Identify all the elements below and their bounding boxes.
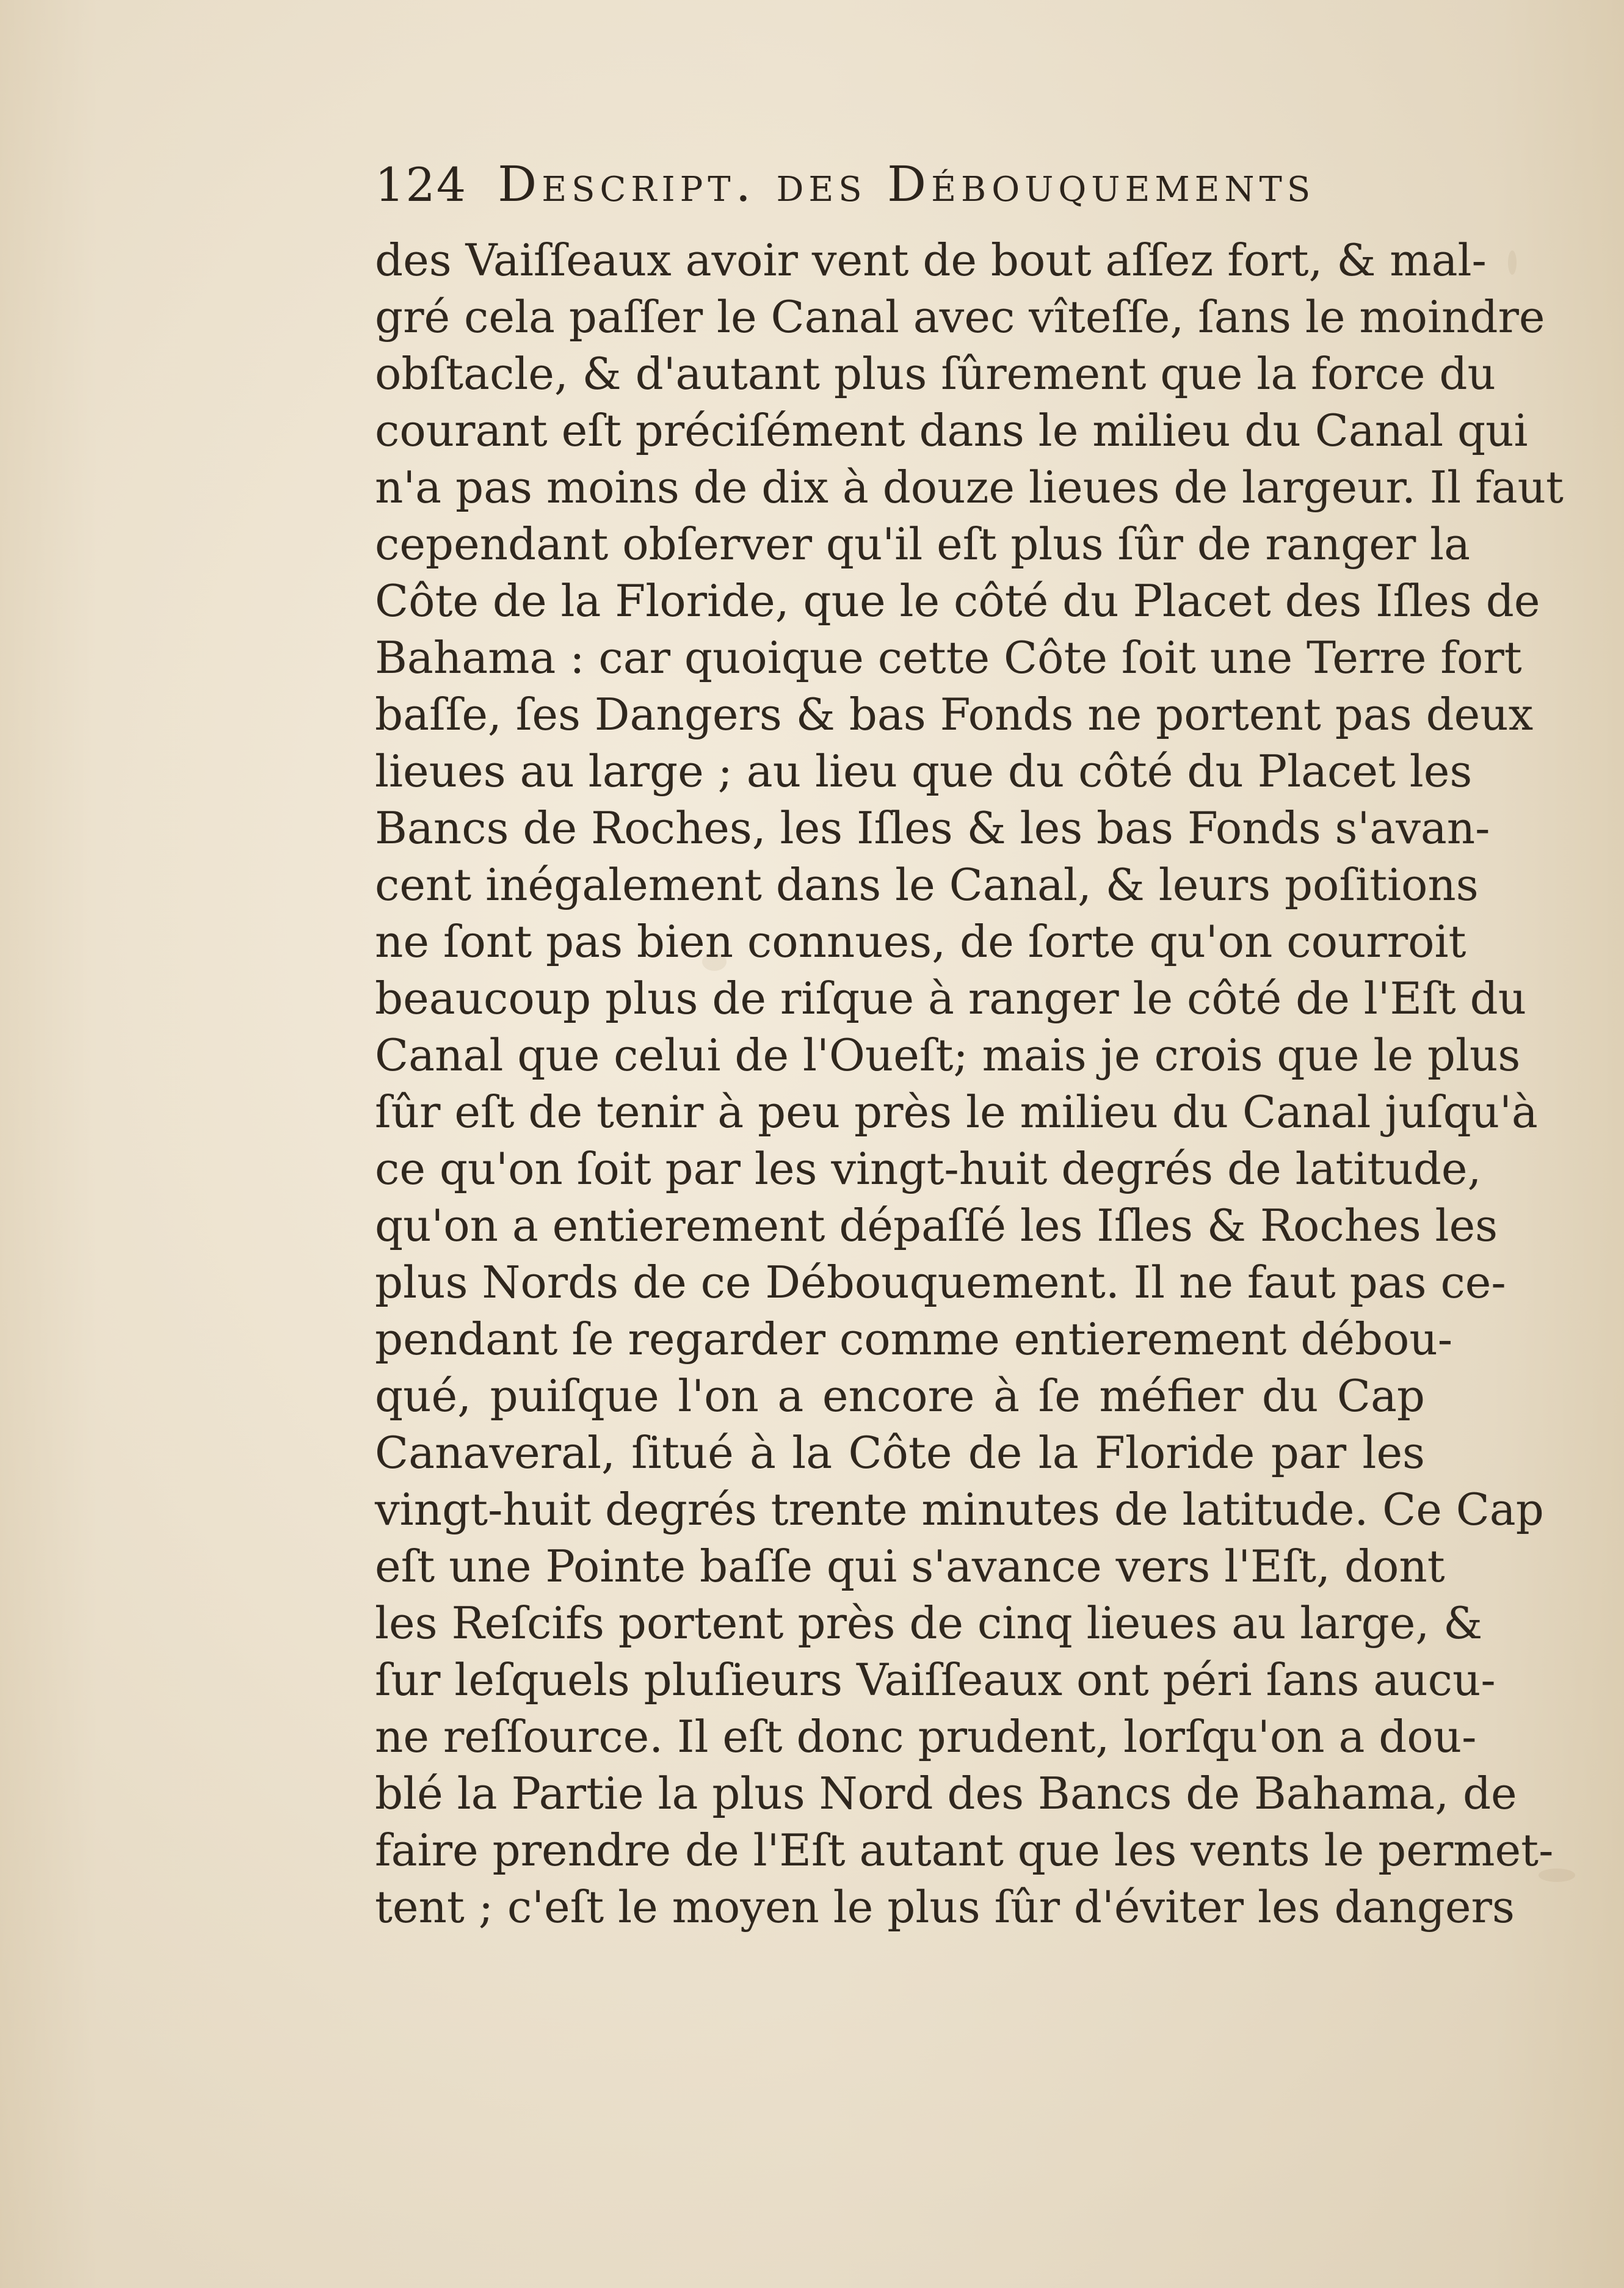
text-line: vingt-huit degrés trente minutes de latitude. Ce Cap: [375, 1484, 1544, 1535]
text-line: ne ſont pas bien connues, de ſorte qu'on courroit: [375, 916, 1466, 967]
running-title: Descript. des Débouquements: [498, 156, 1316, 212]
text-line: n'a pas moins de dix à douze lieues de largeur. Il faut: [375, 462, 1564, 513]
paper-stain: [1508, 250, 1517, 275]
text-line: Bancs de Roches, les Iſles & les bas Fonds s'avan-: [375, 802, 1490, 854]
text-line: eſt une Pointe baſſe qui s'avance vers l'Eſt, dont: [375, 1541, 1445, 1592]
text-line: qu'on a entierement dépaſſé les Iſles & Roches les: [375, 1200, 1498, 1251]
page-number: 124: [375, 158, 468, 212]
text-line: blé la Partie la plus Nord des Bancs de Bahama, de: [375, 1768, 1517, 1819]
text-line: baſſe, ſes Dangers & bas Fonds ne portent pas deux: [375, 689, 1534, 740]
text-line: ne reſſource. Il eſt donc prudent, lorſqu'on a dou-: [375, 1711, 1477, 1762]
text-line: tent ; c'eſt le moyen le plus ſûr d'éviter les dangers: [375, 1881, 1515, 1933]
text-line: ſur leſquels pluſieurs Vaiſſeaux ont péri ſans aucu-: [375, 1654, 1496, 1705]
text-line: qué, puiſque l'on a encore à ſe méfier du Cap: [375, 1370, 1425, 1422]
text-line: obſtacle, & d'autant plus ſûrement que la force du: [375, 348, 1496, 399]
text-line: cent inégalement dans le Canal, & leurs poſitions: [375, 859, 1479, 910]
page-header: [375, 156, 1425, 223]
text-line: Canal que celui de l'Oueſt; mais je crois que le plus: [375, 1030, 1521, 1081]
text-line: gré cela paſſer le Canal avec vîteſſe, ſans le moindre: [375, 291, 1545, 343]
text-line: Bahama : car quoique cette Côte ſoit une Terre fort: [375, 632, 1522, 683]
text-line: ce qu'on ſoit par les vingt-huit degrés de latitude,: [375, 1143, 1482, 1194]
text-line: pendant ſe regarder comme entierement débou-: [375, 1313, 1453, 1365]
text-line: Côte de la Floride, que le côté du Placet des Iſles de: [375, 575, 1540, 626]
text-line: Canaveral, ſitué à la Côte de la Floride par les: [375, 1427, 1425, 1478]
text-line: beaucoup plus de riſque à ranger le côté de l'Eſt du: [375, 973, 1527, 1024]
text-line: lieues au large ; au lieu que du côté du Placet les: [375, 746, 1473, 797]
text-line: des Vaiſſeaux avoir vent de bout aſſez fort, & mal-: [375, 234, 1487, 286]
text-line: courant eſt préciſément dans le milieu du Canal qui: [375, 405, 1528, 456]
text-line: les Reſcifs portent près de cinq lieues au large, &: [375, 1597, 1483, 1649]
text-line: ſûr eſt de tenir à peu près le milieu du Canal juſqu'à: [375, 1086, 1538, 1138]
body-text: [375, 232, 1564, 1936]
text-line: cependant obſerver qu'il eſt plus ſûr de ranger la: [375, 518, 1471, 570]
text-line: plus Nords de ce Débouquement. Il ne faut pas ce-: [375, 1257, 1506, 1308]
text-line: faire prendre de l'Eſt autant que les vents le permet-: [375, 1825, 1554, 1876]
